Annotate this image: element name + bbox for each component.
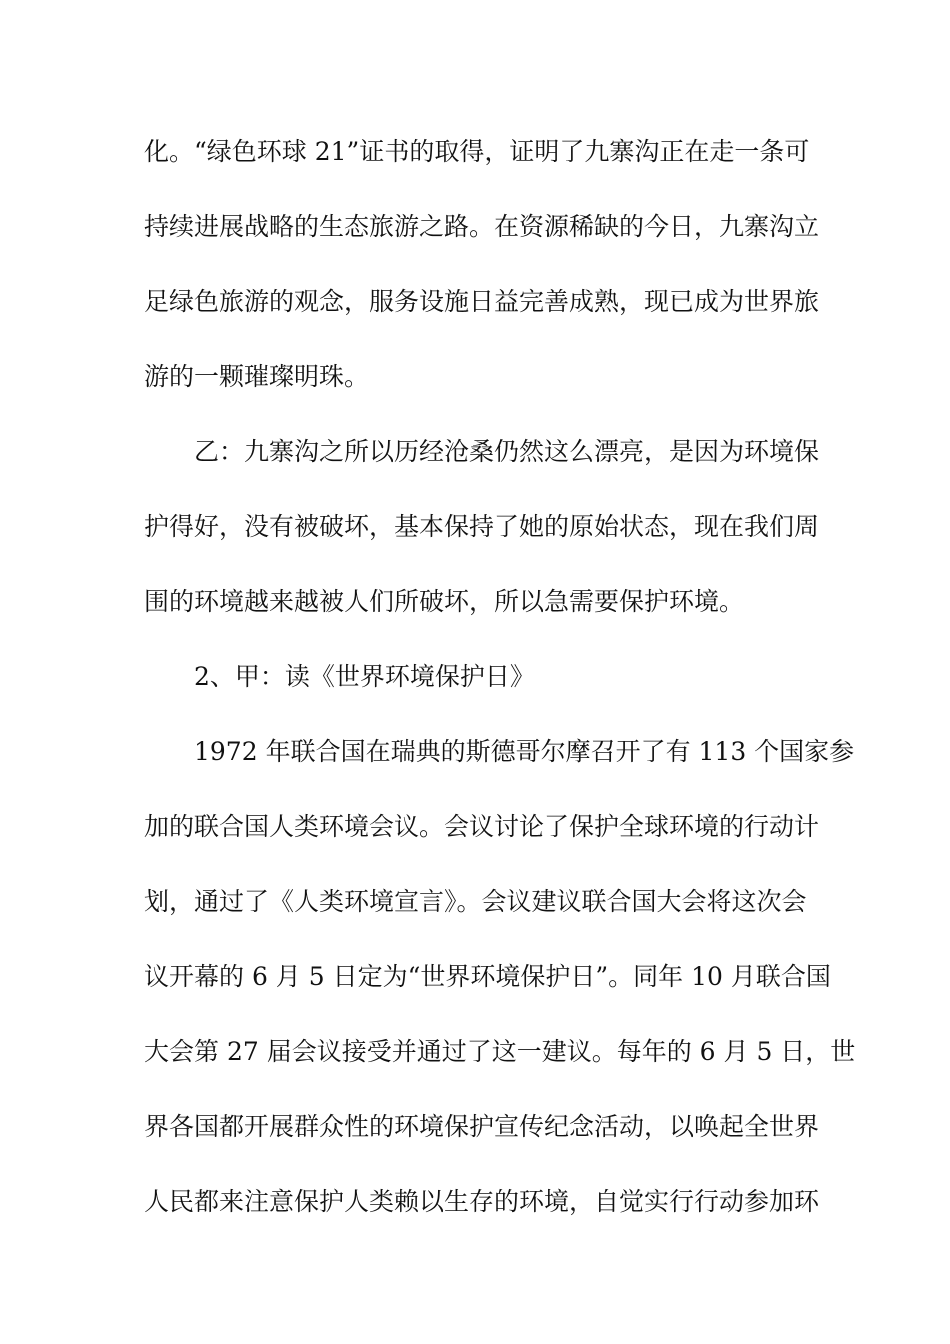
body-text-line: 界各国都开展群众性的环境保护宣传纪念活动，以唤起全世界	[144, 1112, 820, 1141]
body-text-line: 人民都来注意保护人类赖以生存的环境，自觉实行行动参加环	[144, 1187, 820, 1216]
body-text-line: 护得好，没有被破坏，基本保持了她的原始状态，现在我们周	[144, 512, 820, 541]
body-text-line: 加的联合国人类环境会议。会议讨论了保护全球环境的行动计	[144, 812, 820, 841]
body-text-line: 持续进展战略的生态旅游之路。在资源稀缺的今日，九寨沟立	[144, 212, 820, 241]
paragraph-start-line: 1972 年联合国在瑞典的斯德哥尔摩召开了有 113 个国家参	[194, 737, 855, 766]
body-text-line: 化。“绿色环球 21”证书的取得，证明了九寨沟正在走一条可	[144, 137, 810, 166]
body-text-line: 足绿色旅游的观念，服务设施日益完善成熟，现已成为世界旅	[144, 287, 820, 316]
body-text-line: 议开幕的 6 月 5 日定为“世界环境保护日”。同年 10 月联合国	[144, 962, 831, 991]
paragraph-start-line: 乙：九寨沟之所以历经沧桑仍然这么漂亮，是因为环境保	[194, 437, 820, 466]
body-text-line: 划，通过了《人类环境宣言》。会议建议联合国大会将这次会	[144, 887, 807, 916]
body-text-line: 游的一颗璀璨明珠。	[144, 362, 370, 391]
body-text-line: 大会第 27 届会议接受并通过了这一建议。每年的 6 月 5 日，世	[144, 1037, 856, 1066]
body-text-line: 围的环境越来越被人们所破坏，所以急需要保护环境。	[144, 587, 745, 616]
section-heading-line: 2、甲：读《世界环境保护日》	[194, 662, 535, 691]
